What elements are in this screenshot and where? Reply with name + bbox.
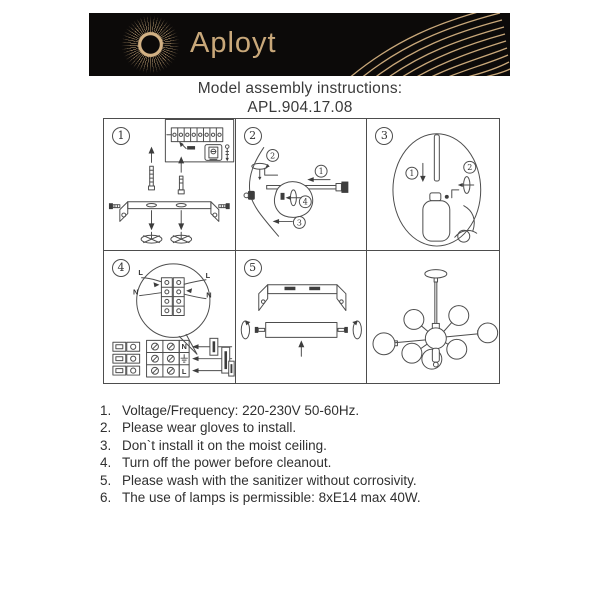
terminal-label-l: L [181,367,187,377]
step-panel-1 [104,119,236,251]
panel-3-number: 3 [375,127,393,145]
terminal-block-side [113,342,140,375]
step-2-marker [458,161,476,193]
instruction-item [100,454,520,471]
step-panel-3 [367,119,499,251]
terminal-label-n: N [181,342,187,352]
brand-banner [89,13,510,76]
item-text: Please wash with the sanitizer without corrosivity. [122,472,417,488]
coupler-screw [280,193,284,200]
earth-ground-symbol [181,355,187,362]
step-panel-5 [236,251,368,383]
item-number: 5. [100,472,112,488]
rotate-screw-left [241,320,264,338]
mounting-bracket [258,285,345,311]
instruction-item [100,472,520,489]
panel-4-number: 4 [112,259,130,277]
step-1-marker [406,163,426,182]
step-3-marker [272,217,305,229]
wire-tag [229,361,234,376]
anchor-down-left [141,211,162,244]
screw-up-arrow-left [149,147,155,190]
terminal-block-front [147,340,190,377]
item-text: Don`t install it on the moist ceiling. [122,437,327,453]
step-panel-4 [104,251,236,383]
sunburst-logo-icon [120,14,181,75]
mounting-bracket [120,202,219,222]
supply-wires [192,338,234,376]
svg-text:1: 1 [318,167,324,177]
svg-text:1: 1 [409,169,415,179]
chandelier-illustration [367,251,499,383]
side-screw-right [219,203,230,209]
instruction-item [100,489,520,506]
item-text: The use of lamps is permissible: 8xE14 max 40W. [122,490,421,506]
anchor-down-right [171,211,192,244]
wire-label-l-right: L [205,270,211,280]
svg-text:2: 2 [467,163,473,173]
svg-text:4: 4 [302,197,308,207]
panel-1-number: 1 [112,127,130,145]
socket-cylinder [423,190,459,241]
background-lamp-arm [455,206,477,242]
item-text: Please wear gloves to install. [122,420,297,436]
screw-up-arrow-right [178,156,184,193]
step-1-marker [307,165,330,182]
cup-screw [244,191,255,200]
finished-product-panel [367,251,499,383]
item-number: 3. [100,437,112,453]
svg-text:3: 3 [296,218,302,228]
item-number: 1. [100,403,112,418]
wire-tag [210,338,218,355]
screw-detail-box [205,145,222,161]
instruction-list [100,402,520,506]
side-screw-left [109,203,120,209]
item-number: 4. [100,455,112,471]
assembly-steps-grid [103,118,500,384]
decorative-rays-icon [290,13,510,76]
up-arrow [298,340,304,356]
terminal-strip-inset [165,119,233,161]
wire-label-n-right: N [206,290,212,300]
rotate-screw-right [338,320,361,338]
pointer-arrow-icon [179,142,195,150]
screw-icon [225,145,229,162]
item-number: 2. [100,420,112,436]
wire-label-n-left: N [132,287,139,297]
instruction-item [100,402,520,419]
step-panel-2 [236,119,368,251]
model-number: APL.904.17.08 [247,98,353,116]
rod [435,135,440,181]
item-text: Voltage/Frequency: 220-230V 50-60Hz. [122,403,360,418]
chandelier [373,270,498,369]
svg-text:2: 2 [269,151,275,161]
canopy-cover [265,322,336,337]
brand-name: Aployt [190,27,277,59]
panel-5-number: 5 [244,259,262,277]
item-number: 6. [100,490,112,506]
page-title: Model assembly instructions: [197,80,403,97]
item-text: Turn off the power before cleanout. [122,455,332,471]
instruction-item [100,419,520,436]
panel-2-number: 2 [244,127,262,145]
wire-label-l-left: L [138,267,143,277]
title-block [0,80,600,117]
instruction-item [100,437,520,454]
